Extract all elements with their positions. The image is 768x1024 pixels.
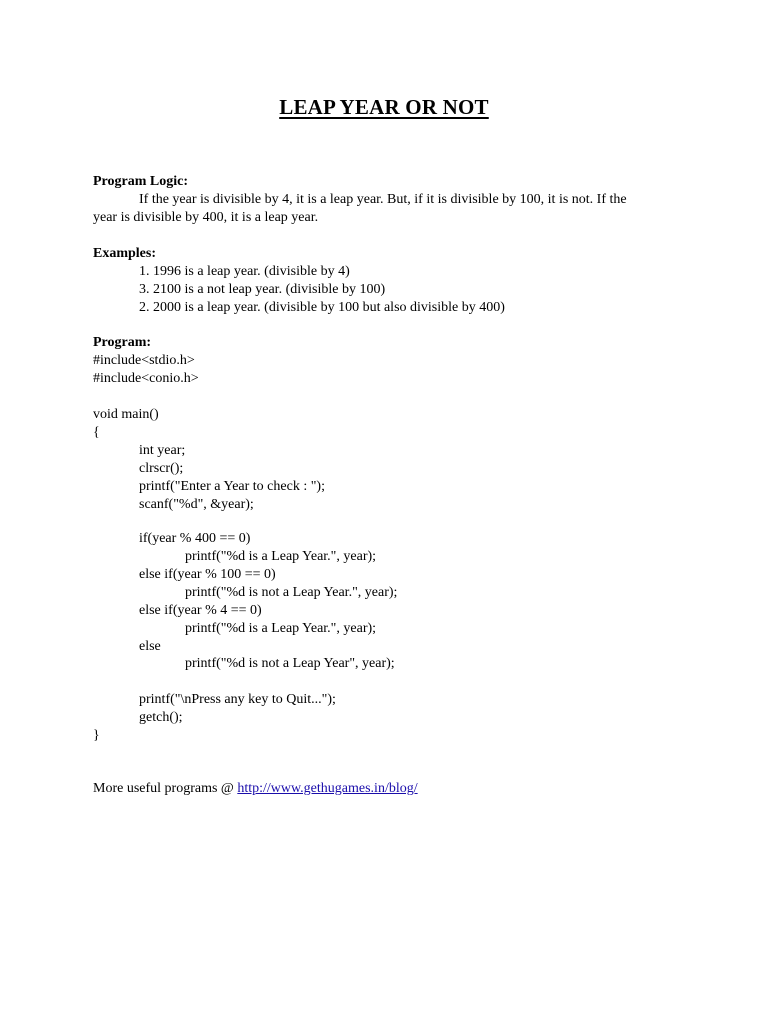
code-line: void main() [93,407,159,422]
code-line: if(year % 400 == 0) [139,531,251,546]
blog-link[interactable]: http://www.gethugames.in/blog/ [237,781,418,796]
footer-line [93,780,418,798]
code-line: printf("Enter a Year to check : "); [139,479,325,494]
footer-text: More useful programs @ [93,781,238,796]
code-line: printf("%d is a Leap Year.", year); [185,621,377,636]
logic-heading: Program Logic: [93,174,188,189]
code-line: getch(); [139,710,183,725]
code-line: #include<conio.h> [93,371,199,386]
code-line: else if(year % 100 == 0) [139,567,276,582]
examples-heading: Examples: [93,246,156,261]
program-heading: Program: [93,335,152,350]
page-title: LEAP YEAR OR NOT [279,95,489,119]
logic-text-line-1: If the year is divisible by 4, it is a leap year. But, if it is divisible by 100, it is not. If the [139,192,627,207]
code-line: printf("\nPress any key to Quit..."); [139,692,336,707]
code-line: int year; [139,443,186,458]
code-line: printf("%d is not a Leap Year.", year); [185,585,398,600]
code-line: printf("%d is a Leap Year.", year); [185,549,377,564]
example-item: 3. 2100 is a not leap year. (divisible by 100) [139,282,386,297]
code-line: } [93,728,100,743]
example-item: 2. 2000 is a leap year. (divisible by 100 but also divisible by 400) [139,300,505,315]
logic-text-line-2: year is divisible by 400, it is a leap year. [93,210,319,225]
code-line: { [93,425,100,440]
code-line: printf("%d is not a Leap Year", year); [185,656,395,671]
code-line: clrscr(); [139,461,184,476]
code-line: scanf("%d", &year); [139,497,254,512]
code-line: else [139,639,161,654]
code-line: #include<stdio.h> [93,353,195,368]
example-item: 1. 1996 is a leap year. (divisible by 4) [139,264,350,279]
code-line: else if(year % 4 == 0) [139,603,262,618]
